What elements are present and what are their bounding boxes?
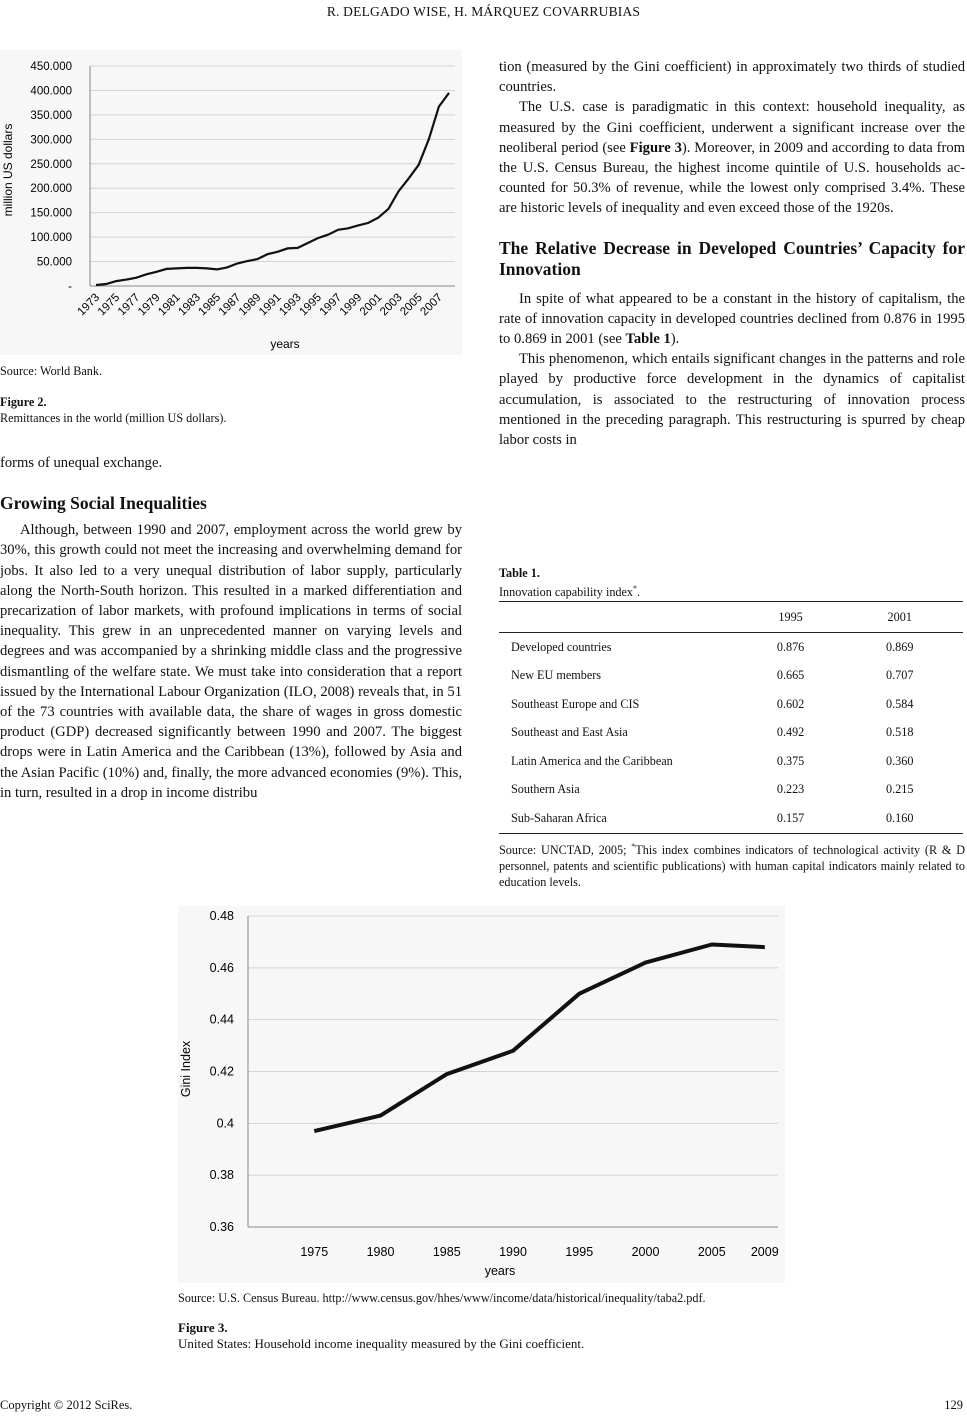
figure2-chart bbox=[0, 50, 462, 355]
figure3-label: Figure 3. bbox=[178, 1320, 228, 1335]
y-tick-label: 200.000 bbox=[30, 183, 72, 196]
figure2-source: Source: World Bank. bbox=[0, 364, 103, 378]
header-cell bbox=[499, 602, 745, 633]
y-tick-label: 0.36 bbox=[209, 1220, 234, 1234]
table1-reference[interactable]: Table 1 bbox=[625, 331, 671, 348]
x-tick-label: 2000 bbox=[631, 1245, 660, 1259]
x-tick-label: 1990 bbox=[499, 1245, 527, 1259]
table-row: Developed countries 0.876 0.869 bbox=[511, 639, 914, 654]
x-tick-label: 2005 bbox=[398, 291, 425, 319]
figure3-chart bbox=[178, 906, 785, 1283]
y-tick-label: 50.000 bbox=[36, 256, 72, 269]
x-tick-label: 1979 bbox=[136, 291, 163, 319]
y-tick-label: 0.4 bbox=[216, 1116, 234, 1131]
x-tick-label: 1981 bbox=[156, 291, 183, 319]
x-tick-label: 1983 bbox=[176, 291, 203, 319]
header-cell: 2001 bbox=[887, 609, 912, 624]
y-tick-label: 450.000 bbox=[30, 61, 72, 73]
y-tick-label: - bbox=[68, 281, 72, 293]
figure3-caption bbox=[178, 1320, 584, 1352]
figure2-caption-text: Remittances in the world (million US dollars). bbox=[0, 411, 227, 425]
x-tick-label: 1993 bbox=[277, 291, 304, 319]
y-tick-label: 250.000 bbox=[30, 158, 72, 171]
x-tick-label: 1975 bbox=[300, 1245, 329, 1259]
figure3-source: Source: U.S. Census Bureau. http://www.census.gov/hhes/www/income/data/historical/inequality/taba2.pdf. bbox=[178, 1291, 706, 1305]
table-row: Southern Asia 0.223 0.215 bbox=[511, 782, 914, 797]
table-row: New EU members 0.665 0.707 bbox=[511, 668, 914, 683]
remittances-series-line bbox=[96, 93, 449, 285]
x-tick-label: 1980 bbox=[366, 1245, 395, 1259]
paragraph-phenomenon: This phenomenon, which entails significant changes in the patterns and role played by productive force development in the dynamics of capitalist accumulation, is associated to the restructuring of innovation process mentioned in the preceding paragraph. This restructuring is spurred by cheap labor costs in bbox=[499, 351, 965, 449]
x-tick-label: 2009 bbox=[750, 1245, 779, 1259]
table-row: Sub-Saharan Africa 0.157 0.160 bbox=[499, 804, 963, 833]
x-tick-label: 1977 bbox=[115, 291, 143, 319]
y-tick-label: 400.000 bbox=[30, 85, 72, 98]
x-tick-label: 2001 bbox=[357, 291, 385, 319]
y-tick-label: 100.000 bbox=[30, 232, 72, 245]
x-tick-label: 2005 bbox=[697, 1245, 726, 1259]
x-tick-label: 1997 bbox=[317, 291, 345, 319]
x-tick-label: 1973 bbox=[75, 291, 103, 319]
y-tick-label: 300.000 bbox=[30, 134, 72, 147]
table1-caption: Table 1. Innovation capability index*. bbox=[499, 566, 641, 600]
x-tick-label: 2007 bbox=[418, 291, 446, 319]
section-heading-innovation: The Relative Decrease in Developed Countries’ Capacity for Innovation bbox=[499, 237, 965, 279]
copyright: Copyright © 2012 SciRes. bbox=[0, 1398, 133, 1412]
x-tick-label: 1989 bbox=[236, 291, 264, 319]
y-axis-label: Gini Index bbox=[179, 1040, 193, 1098]
running-header: R. DELGADO WISE, H. MÁRQUEZ COVARRUBIAS bbox=[326, 4, 641, 19]
figure2-chart-area bbox=[0, 50, 462, 355]
x-tick-label: 1987 bbox=[216, 291, 244, 319]
figure3-caption-text: United States: Household income inequality measured by the Gini coefficient. bbox=[178, 1336, 585, 1351]
y-tick-label: 0.48 bbox=[209, 909, 234, 923]
table-row: Latin America and the Caribbean 0.375 0.360 bbox=[511, 753, 914, 768]
table1-label: Table 1. bbox=[499, 566, 540, 580]
figure3-chart-area bbox=[178, 906, 785, 1283]
table1 bbox=[499, 601, 963, 834]
y-tick-label: 150.000 bbox=[30, 207, 72, 220]
y-tick-label: 0.46 bbox=[209, 960, 234, 975]
header-cell: 1995 bbox=[778, 609, 803, 624]
y-axis-label: million US dollars bbox=[1, 123, 15, 217]
x-tick-label: 1999 bbox=[337, 291, 365, 319]
paragraph-inequalities: Although, between 1990 and 2007, employment across the world grew by 30%, this growth could not meet the increasing and overwhelming demand for jobs. It also led to a very unequal distribution of labor supply, particularly along the North-South horizon. This resulted in a marked differentiation and precarization of labor markets, with profound implications in terms of social inequality. This grew in an unprecedented manner on varying levels and degrees and was accompanied by a shrinking middle class and the progressive dismantling of the welfare state. We must take into consideration that a report issued by the International Labour Organization (ILO, 2008) reveals that, in 51 of the 73 countries with available data, the share of wages in gross domestic product (GDP) decreased significantly between 1990 and 2007. The biggest drops were in Latin America and the Caribbean (13%), followed by Asia and the Asian Pacific (10%) and, finally, the more advanced economies (9%). This, in turn, resulted in a drop in income distribu bbox=[0, 522, 462, 801]
x-tick-label: 1995 bbox=[565, 1245, 594, 1259]
table1-source: Source: UNCTAD, 2005; *This index combines indicators of technological activity (R & D personnel, patents and scientific publications) with human capital indicators mainly related to education levels. bbox=[499, 842, 965, 890]
section-heading-inequalities: Growing Social Inequalities bbox=[0, 493, 207, 514]
y-tick-label: 0.42 bbox=[209, 1064, 234, 1079]
x-tick-label: 2003 bbox=[378, 291, 405, 319]
gini-series-line bbox=[314, 945, 765, 1132]
figure2-caption bbox=[0, 394, 462, 426]
x-tick-label: 1991 bbox=[257, 291, 284, 319]
x-tick-label: 1985 bbox=[196, 291, 224, 319]
paragraph-innovation: In spite of what appeared to be a constant in the history of capitalism, the rate of innovation capacity in developed countries declined from 0.876 in 1995 to 0.869 in 2001 (see Table 1). bbox=[499, 290, 965, 348]
x-axis-label: years bbox=[484, 1264, 516, 1278]
continuation-text: forms of unequal exchange. bbox=[0, 455, 163, 471]
table-row: Southeast Europe and CIS 0.602 0.584 bbox=[511, 696, 914, 711]
table-header-row bbox=[499, 602, 963, 633]
y-tick-label: 0.44 bbox=[209, 1012, 234, 1027]
paragraph-us-case: The U.S. case is paradigmatic in this context: household inequality, as measured by the Gini coefficient, underwent a significant increase over the neoliberal period (see Figure 3). Moreover, in 2009 and according to data from the U.S. Census Bureau, the highest income quintile of U.S. households accounted for 50.3% of revenue, while the lowest only comprised 3.4%. These are historic levels of inequality and even exceed those of the 1920s. bbox=[499, 99, 965, 217]
x-tick-label: 1985 bbox=[432, 1245, 461, 1259]
figure2-label: Figure 2. bbox=[0, 395, 47, 409]
x-axis-label: years bbox=[270, 337, 300, 351]
table-row: Southeast and East Asia 0.492 0.518 bbox=[511, 725, 914, 740]
right-column bbox=[499, 57, 965, 450]
page-number: 129 bbox=[944, 1398, 963, 1412]
y-tick-label: 350.000 bbox=[30, 109, 72, 122]
x-tick-label: 1995 bbox=[297, 291, 325, 319]
paragraph-continuation: tion (measured by the Gini coefficient) in approximately two thirds of studied countries. bbox=[499, 59, 965, 96]
x-tick-label: 1975 bbox=[95, 291, 123, 319]
left-column bbox=[0, 453, 462, 803]
y-tick-label: 0.38 bbox=[209, 1168, 234, 1183]
figure3-reference[interactable]: Figure 3 bbox=[629, 139, 682, 156]
innovation-table bbox=[499, 601, 963, 834]
